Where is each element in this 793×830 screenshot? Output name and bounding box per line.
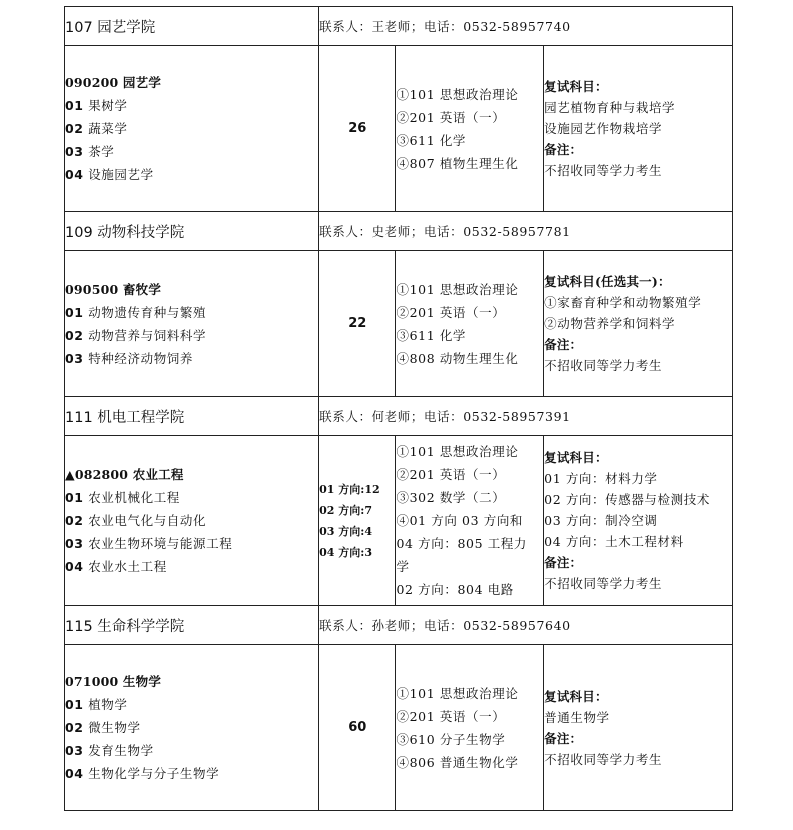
exam-item: ①101 思想政治理论 [396,281,519,297]
direction-item: 02 农业电气化与自动化 [65,513,207,528]
note-text: 不招收同等学力考生 [544,358,663,373]
retest-item: 设施园艺作物栽培学 [544,121,663,136]
direction-item: 01 植物学 [65,697,128,712]
retest-item: 03 方向：制冷空调 [544,513,658,528]
exam-item: ④806 普通生物化学 [396,754,519,770]
college-header-row [65,606,733,645]
direction-item: 03 茶学 [65,144,115,159]
college-name: 107 园艺学院 [65,7,319,46]
enrollment-quota: 26 [319,46,396,212]
exam-item: 04 方向：805 工程力 [396,536,527,551]
exam-item: 02 方向：804 电路 [396,582,514,597]
retest-cell [544,436,733,606]
note-title: 备注： [544,142,583,157]
major-cell [65,436,319,606]
note-title: 备注： [544,337,583,352]
retest-item: 普通生物学 [544,709,610,725]
exam-item: ①101 思想政治理论 [396,444,519,459]
quota-item: 01 方向:12 [319,482,380,496]
exam-subjects [396,645,544,811]
major-cell [65,645,319,811]
exam-item: ③610 分子生物学 [396,731,506,747]
quota-item: 02 方向:7 [319,503,372,517]
college-header-row [65,397,733,436]
major-title: 071000 生物学 [65,674,162,689]
direction-item: 02 动物营养与饲料科学 [65,327,207,343]
exam-item: ③302 数学（二） [396,490,506,505]
admissions-table [64,6,733,811]
retest-item: ①家畜育种学和动物繁殖学 [544,295,702,310]
exam-item: ④808 动物生理生化 [396,350,519,366]
enrollment-quota: 60 [319,645,396,811]
exam-subjects [396,46,544,212]
retest-title: 复试科目(任选其一)： [544,274,671,289]
retest-item: 01 方向：材料力学 [544,471,658,486]
college-contact: 联系人：史老师；电话：0532-58957781 [319,212,733,251]
exam-item: ②201 英语（一） [396,467,506,482]
major-cell [65,46,319,212]
note-text: 不招收同等学力考生 [544,751,663,767]
major-row [65,46,733,212]
retest-cell [544,251,733,397]
major-row [65,645,733,811]
direction-item: 02 微生物学 [65,720,141,735]
college-name: 115 生命科学学院 [65,606,319,645]
major-title: ▲082800 农业工程 [65,467,184,482]
exam-item: ②201 英语（一） [396,304,506,320]
note-title: 备注： [544,730,583,746]
major-row [65,436,733,606]
major-title: 090200 园艺学 [65,75,162,90]
retest-item: ②动物营养学和饲料学 [544,316,676,331]
retest-title: 复试科目： [544,450,608,465]
college-name: 111 机电工程学院 [65,397,319,436]
major-row [65,251,733,397]
exam-item: ②201 英语（一） [396,109,506,125]
college-contact: 联系人：何老师；电话：0532-58957391 [319,397,733,436]
quota-item: 04 方向:3 [319,545,372,559]
retest-title: 复试科目： [544,79,608,94]
note-title: 备注： [544,555,583,570]
direction-item: 04 生物化学与分子生物学 [65,766,220,781]
direction-item: 03 农业生物环境与能源工程 [65,536,233,551]
major-title: 090500 畜牧学 [65,281,162,297]
retest-item: 04 方向：土木工程材料 [544,534,684,549]
major-cell [65,251,319,397]
exam-subjects [396,251,544,397]
quota-item: 03 方向:4 [319,524,372,538]
college-contact: 联系人：王老师；电话：0532-58957740 [319,7,733,46]
college-header-row [65,7,733,46]
direction-item: 04 农业水土工程 [65,559,167,574]
college-name: 109 动物科技学院 [65,212,319,251]
exam-item: ④807 植物生理生化 [396,155,519,171]
exam-item: ①101 思想政治理论 [396,685,519,701]
exam-item: ③611 化学 [396,132,467,148]
college-contact: 联系人：孙老师；电话：0532-58957640 [319,606,733,645]
direction-item: 01 果树学 [65,98,128,113]
retest-title: 复试科目： [544,688,608,704]
note-text: 不招收同等学力考生 [544,163,663,178]
exam-item: ④01 方向 03 方向和 [396,513,524,528]
direction-item: 03 特种经济动物饲养 [65,350,193,366]
direction-item: 02 蔬菜学 [65,121,128,136]
direction-item: 01 动物遗传育种与繁殖 [65,304,207,320]
retest-cell [544,46,733,212]
exam-item: ③611 化学 [396,327,467,343]
direction-item: 01 农业机械化工程 [65,490,180,505]
exam-item: 学 [396,559,410,574]
exam-subjects [396,436,544,606]
retest-item: 02 方向：传感器与检测技术 [544,492,710,507]
direction-item: 04 设施园艺学 [65,167,154,182]
direction-item: 03 发育生物学 [65,743,154,758]
retest-item: 园艺植物育种与栽培学 [544,100,676,115]
retest-cell [544,645,733,811]
college-header-row [65,212,733,251]
enrollment-quota: 22 [319,251,396,397]
enrollment-quota-list [319,436,396,606]
exam-item: ②201 英语（一） [396,708,506,724]
note-text: 不招收同等学力考生 [544,576,663,591]
exam-item: ①101 思想政治理论 [396,86,519,102]
